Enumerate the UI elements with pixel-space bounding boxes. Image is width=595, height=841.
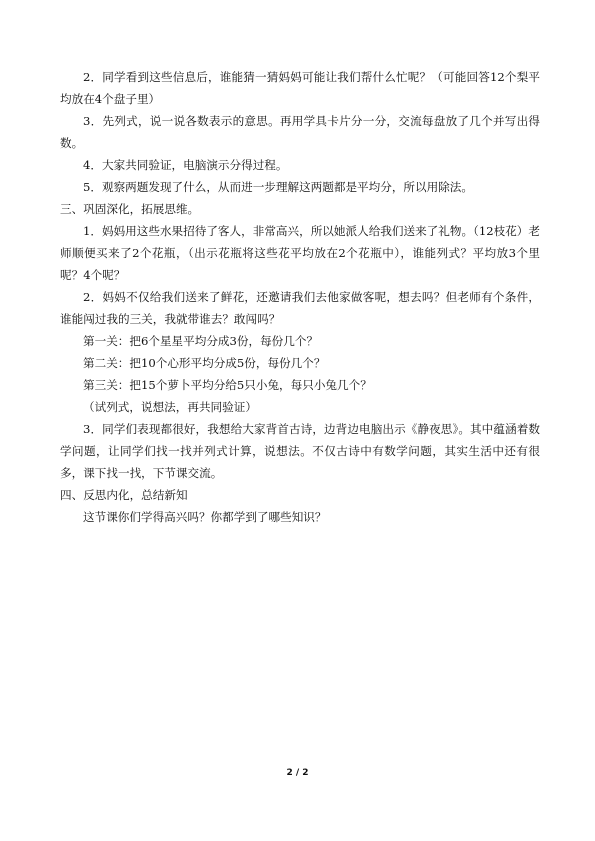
paragraph-step-3: 3．先列式，说一说各数表示的意思。再用学具卡片分一分，交流每盘放了几个并写出得数。: [60, 114, 540, 150]
section-heading-4: 四、反思内化，总结新知: [60, 488, 188, 502]
challenge-level-3: 第三关：把15个萝卜平均分给5只小兔，每只小兔几个？: [83, 378, 372, 392]
paragraph-step-2: 2．同学看到这些信息后，谁能猜一猜妈妈可能让我们帮什么忙呢？（可能回答12个梨平均放在4个盘子里）: [60, 70, 540, 106]
paragraph-summary: 这节课你们学得高兴吗？你都学到了哪些知识？: [83, 510, 327, 524]
challenge-level-2: 第二关：把10个心形平均分成5份，每份几个？: [83, 356, 326, 370]
section-heading-3: 三、巩固深化，拓展思维。: [60, 202, 200, 216]
paragraph-consolidate-2: 2．妈妈不仅给我们送来了鲜花，还邀请我们去他家做客呢，想去吗？但老师有个条件，谁能闯过我的三关，我就带谁去？敢闯吗？: [60, 290, 540, 326]
page-number: 2 / 2: [286, 768, 309, 778]
document-body: [60, 66, 540, 528]
paragraph-consolidate-1: 1．妈妈用这些水果招待了客人，非常高兴，所以她派人给我们送来了礼物。（12枝花）老师顺便买来了2个花瓶，（出示花瓶将这些花平均放在2个花瓶中），谁能列式？平均放3个里呢？4个呢？: [60, 224, 540, 282]
paragraph-consolidate-3: 3．同学们表现都很好，我想给大家背首古诗，边背边电脑出示《静夜思》。其中蕴涵着数学问题，让同学们找一找并列式计算，说想法。不仅古诗中有数学问题，其实生活中还有很多，课下找一找，下节课交流。: [60, 422, 540, 480]
challenge-level-1: 第一关：把6个星星平均分成3份，每份几个？: [83, 334, 319, 348]
paragraph-step-4: 4．大家共同验证，电脑演示分得过程。: [83, 158, 288, 172]
challenge-note: （试列式，说想法，再共同验证）: [83, 400, 257, 414]
paragraph-step-5: 5．观察两题发现了什么，从而进一步理解这两题都是平均分，所以用除法。: [83, 180, 473, 194]
